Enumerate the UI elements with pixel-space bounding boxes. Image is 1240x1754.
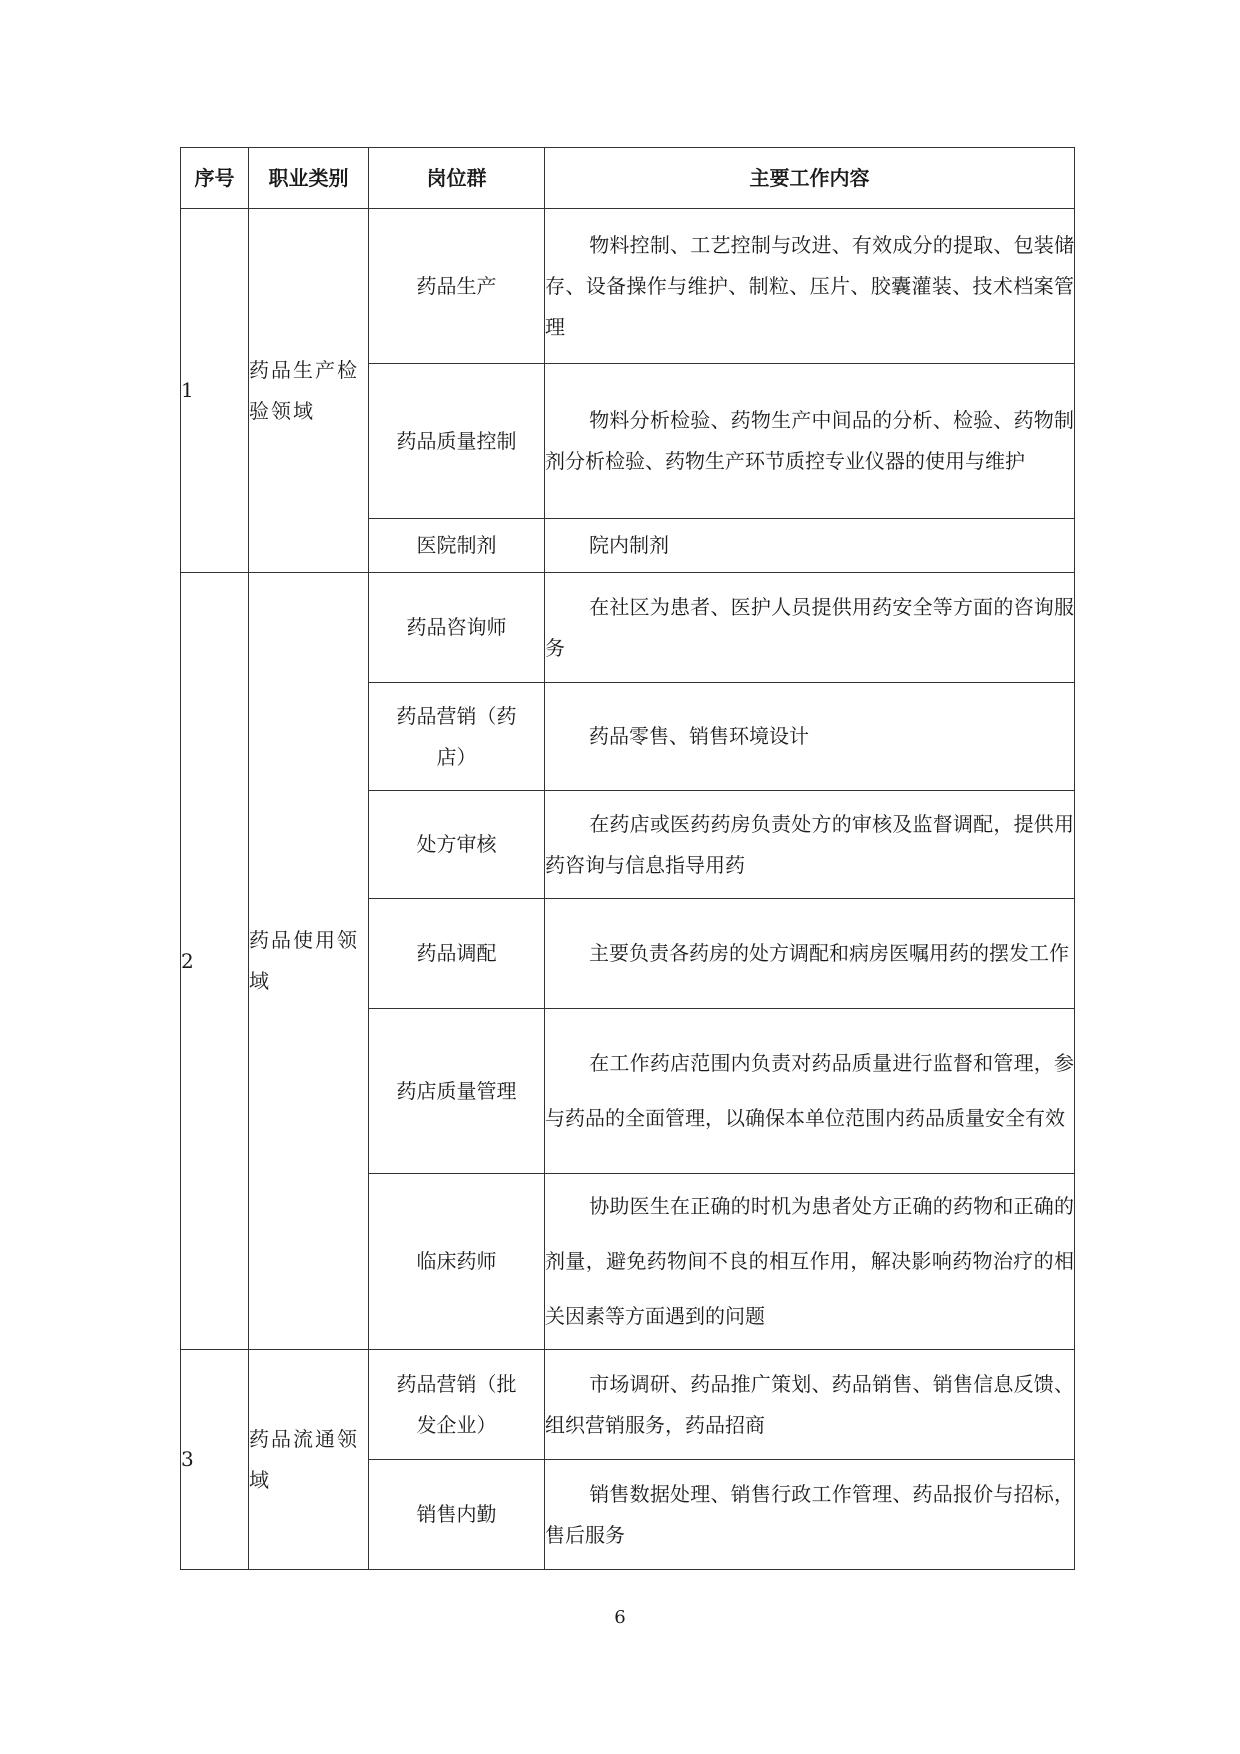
table-row bbox=[181, 209, 1075, 364]
position-cell: 药品咨询师 bbox=[369, 573, 545, 683]
content-text: 院内制剂 bbox=[589, 533, 669, 557]
content-cell bbox=[545, 791, 1075, 899]
position-cell: 临床药师 bbox=[369, 1174, 545, 1350]
content-text: 在社区为患者、医护人员提供用药安全等方面的咨询服务 bbox=[545, 594, 1074, 660]
content-cell bbox=[545, 573, 1075, 683]
table-row bbox=[181, 1350, 1075, 1460]
category-cell: 药品使用领域 bbox=[249, 573, 369, 1350]
header-category: 职业类别 bbox=[249, 148, 369, 209]
position-cell bbox=[369, 683, 545, 791]
content-text: 在工作药店范围内负责对药品质量进行监督和管理，参与药品的全面管理，以确保本单位范围内药品质量安全有效 bbox=[545, 1051, 1074, 1130]
content-text: 物料分析检验、药物生产中间品的分析、检验、药物制剂分析检验、药物生产环节质控专业仪器的使用与维护 bbox=[545, 408, 1074, 473]
page-number: 6 bbox=[614, 1607, 626, 1628]
content-cell bbox=[545, 1460, 1075, 1570]
table-row bbox=[181, 573, 1075, 683]
category-cell: 药品流通领域 bbox=[249, 1350, 369, 1570]
content-cell bbox=[545, 1174, 1075, 1350]
position-cell: 药品质量控制 bbox=[369, 364, 545, 519]
content-text: 药品零售、销售环境设计 bbox=[589, 724, 809, 748]
position-text: 药品营销（批发企业） bbox=[396, 1371, 517, 1437]
header-position-group: 岗位群 bbox=[369, 148, 545, 209]
header-main-work: 主要工作内容 bbox=[545, 148, 1075, 209]
content-cell bbox=[545, 899, 1075, 1009]
content-cell bbox=[545, 1009, 1075, 1174]
position-cell: 处方审核 bbox=[369, 791, 545, 899]
position-cell: 药品生产 bbox=[369, 209, 545, 364]
position-cell: 药店质量管理 bbox=[369, 1009, 545, 1174]
position-cell: 药品调配 bbox=[369, 899, 545, 1009]
position-cell bbox=[369, 1350, 545, 1460]
content-cell bbox=[545, 209, 1075, 364]
content-text: 协助医生在正确的时机为患者处方正确的药物和正确的剂量，避免药物间不良的相互作用，解决影响药物治疗的相关因素等方面遇到的问题 bbox=[545, 1194, 1074, 1328]
position-cell: 医院制剂 bbox=[369, 519, 545, 573]
seq-cell: 2 bbox=[181, 573, 249, 1350]
content-text: 主要负责各药房的处方调配和病房医嘱用药的摆发工作 bbox=[589, 941, 1069, 965]
content-text: 销售数据处理、销售行政工作管理、药品报价与招标，售后服务 bbox=[545, 1481, 1074, 1547]
header-seq: 序号 bbox=[181, 148, 249, 209]
content-cell bbox=[545, 364, 1075, 519]
content-cell bbox=[545, 1350, 1075, 1460]
seq-cell: 3 bbox=[181, 1350, 249, 1570]
occupation-table bbox=[180, 147, 1075, 1570]
header-row bbox=[181, 148, 1075, 209]
category-cell: 药品生产检验领域 bbox=[249, 209, 369, 573]
position-cell: 销售内勤 bbox=[369, 1460, 545, 1570]
content-text: 物料控制、工艺控制与改进、有效成分的提取、包装储存、设备操作与维护、制粒、压片、胶囊灌装、技术档案管理 bbox=[545, 232, 1074, 339]
content-cell bbox=[545, 683, 1075, 791]
content-text: 在药店或医药药房负责处方的审核及监督调配，提供用药咨询与信息指导用药 bbox=[545, 811, 1074, 877]
content-cell bbox=[545, 519, 1075, 573]
seq-cell: 1 bbox=[181, 209, 249, 573]
content-text: 市场调研、药品推广策划、药品销售、销售信息反馈、组织营销服务，药品招商 bbox=[545, 1371, 1074, 1437]
position-text: 药品营销（药店） bbox=[396, 703, 517, 769]
